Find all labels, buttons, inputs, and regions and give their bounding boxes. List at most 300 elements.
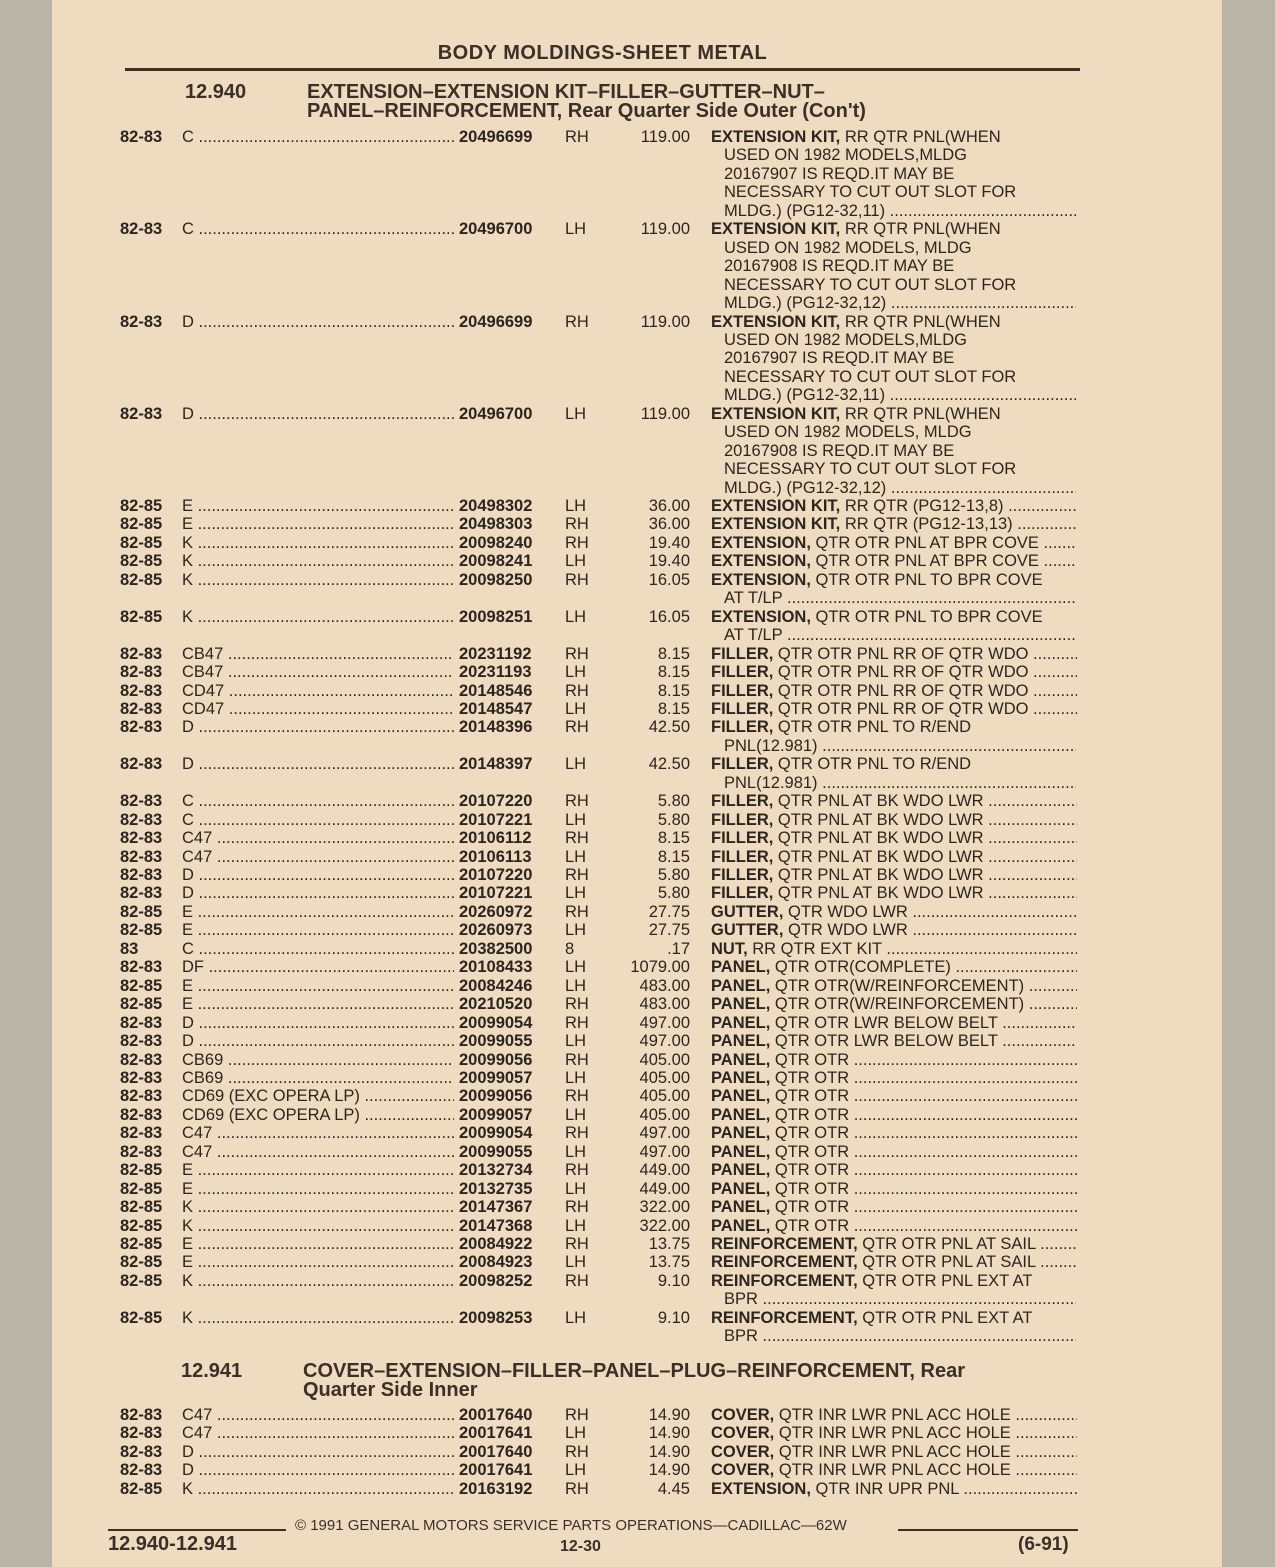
description-continuation-row bbox=[0, 386, 1275, 405]
body-style bbox=[182, 552, 454, 571]
model-year: 82-85 bbox=[120, 1216, 163, 1235]
body-style bbox=[182, 663, 454, 682]
description-continuation bbox=[724, 479, 1076, 498]
description-continuation bbox=[724, 202, 1076, 221]
description-continuation-row bbox=[0, 165, 1275, 184]
side-or-qty: LH bbox=[565, 552, 587, 571]
body-style bbox=[182, 995, 454, 1014]
continuation-text: AT T/LP bbox=[724, 589, 783, 608]
item-detail: QTR OTR bbox=[770, 1216, 850, 1235]
table-row bbox=[0, 755, 1275, 774]
body-style-text: C47 bbox=[182, 829, 213, 848]
side-or-qty: LH bbox=[565, 847, 587, 866]
price: 8.15 bbox=[657, 699, 690, 718]
table-row bbox=[0, 128, 1275, 147]
price: 8.15 bbox=[657, 829, 690, 848]
description bbox=[711, 1424, 1077, 1443]
body-style-text: K bbox=[182, 552, 194, 571]
part-number: 20210520 bbox=[459, 995, 533, 1014]
description bbox=[711, 534, 1077, 553]
body-style-text: D bbox=[182, 718, 194, 737]
body-style-text: K bbox=[182, 1198, 194, 1217]
body-style-text: K bbox=[182, 533, 194, 552]
body-style bbox=[182, 866, 454, 885]
price: 36.00 bbox=[648, 515, 690, 534]
item-detail: QTR WDO LWR bbox=[783, 902, 908, 921]
description-continuation bbox=[724, 589, 1076, 608]
continuation-text: BPR bbox=[724, 1327, 758, 1346]
body-style-text: D bbox=[182, 884, 194, 903]
item-detail: QTR OTR PNL AT BPR COVE bbox=[810, 552, 1039, 571]
body-style-text: E bbox=[182, 515, 194, 534]
item-detail: QTR OTR(W/REINFORCEMENT) bbox=[770, 995, 1025, 1014]
description bbox=[711, 1480, 1077, 1499]
item-detail: QTR OTR LWR BELOW BELT bbox=[770, 1013, 998, 1032]
body-style bbox=[182, 903, 454, 922]
item-detail: QTR OTR PNL RR OF QTR WDO bbox=[773, 644, 1029, 663]
side-or-qty: RH bbox=[565, 902, 589, 921]
price: 14.90 bbox=[648, 1461, 690, 1480]
part-number: 20496700 bbox=[459, 220, 533, 239]
part-number: 20098251 bbox=[459, 607, 533, 626]
description bbox=[711, 848, 1077, 867]
model-year: 82-83 bbox=[120, 220, 163, 239]
price: 119.00 bbox=[640, 312, 690, 331]
body-style bbox=[182, 940, 454, 959]
description-continuation-row bbox=[0, 331, 1275, 350]
model-year: 82-83 bbox=[120, 1032, 163, 1051]
part-number: 20099055 bbox=[459, 1142, 533, 1161]
body-style bbox=[182, 682, 454, 701]
item-detail: RR QTR PNL(WHEN bbox=[840, 220, 1001, 239]
table-row bbox=[0, 1143, 1275, 1162]
table-row bbox=[0, 940, 1275, 959]
description bbox=[711, 755, 1077, 774]
body-style bbox=[182, 1161, 454, 1180]
model-year: 82-85 bbox=[120, 533, 163, 552]
side-or-qty: RH bbox=[565, 718, 589, 737]
side-or-qty: LH bbox=[565, 884, 587, 903]
side-or-qty: LH bbox=[565, 220, 587, 239]
model-year: 82-83 bbox=[120, 1087, 163, 1106]
table-row bbox=[0, 903, 1275, 922]
item-name: FILLER, bbox=[711, 829, 774, 848]
body-style-text: E bbox=[182, 921, 194, 940]
model-year: 82-85 bbox=[120, 1179, 163, 1198]
side-or-qty: RH bbox=[565, 1124, 589, 1143]
item-name: PANEL, bbox=[711, 1032, 771, 1051]
section-title-line-1: EXTENSION–EXTENSION KIT–FILLER–GUTTER–NUT– bbox=[307, 81, 825, 103]
side-or-qty: RH bbox=[565, 1442, 589, 1461]
price: 16.05 bbox=[648, 570, 690, 589]
table-row bbox=[0, 1161, 1275, 1180]
body-style-text: CD69 (EXC OPERA LP) bbox=[182, 1087, 360, 1106]
description bbox=[711, 220, 1077, 239]
item-detail: QTR PNL AT BK WDO LWR bbox=[773, 866, 984, 884]
description-continuation-row bbox=[0, 479, 1275, 498]
model-year: 82-83 bbox=[120, 884, 163, 903]
item-name: FILLER, bbox=[711, 847, 774, 866]
body-style bbox=[182, 220, 454, 239]
price: 8.15 bbox=[657, 663, 690, 682]
continuation-text: MLDG.) (PG12-32,12) bbox=[724, 294, 887, 313]
body-style-text: E bbox=[182, 1179, 194, 1198]
part-number: 20098250 bbox=[459, 570, 533, 589]
price: 5.80 bbox=[657, 866, 690, 884]
table-row bbox=[0, 1424, 1275, 1443]
side-or-qty: LH bbox=[565, 1179, 587, 1198]
price: 5.80 bbox=[657, 792, 690, 811]
price: 483.00 bbox=[639, 995, 690, 1014]
table-row bbox=[0, 1106, 1275, 1125]
price: 497.00 bbox=[639, 1124, 690, 1143]
item-detail: QTR OTR bbox=[770, 1161, 850, 1180]
item-detail: QTR OTR PNL TO BPR COVE bbox=[810, 570, 1043, 589]
price: 449.00 bbox=[639, 1179, 690, 1198]
item-name: PANEL, bbox=[711, 1198, 771, 1217]
footer-date-code: (6-91) bbox=[1018, 1534, 1069, 1555]
side-or-qty: LH bbox=[565, 976, 587, 995]
item-name: FILLER, bbox=[711, 866, 774, 884]
description bbox=[711, 718, 1077, 737]
body-style-text: E bbox=[182, 1253, 194, 1272]
side-or-qty: LH bbox=[565, 1308, 587, 1327]
model-year: 82-83 bbox=[120, 699, 163, 718]
body-style-text: CB69 bbox=[182, 1068, 224, 1087]
item-detail: QTR OTR PNL EXT AT bbox=[857, 1308, 1033, 1327]
price: 405.00 bbox=[639, 1087, 690, 1106]
side-or-qty: RH bbox=[565, 128, 589, 146]
part-number: 20496699 bbox=[459, 312, 533, 331]
item-name: PANEL, bbox=[711, 1068, 771, 1087]
description-continuation-row bbox=[0, 423, 1275, 442]
item-name: PANEL, bbox=[711, 1105, 771, 1124]
table-row bbox=[0, 1051, 1275, 1070]
item-detail: QTR OTR PNL TO R/END bbox=[773, 718, 972, 737]
item-name: COVER, bbox=[711, 1424, 775, 1443]
item-name: PANEL, bbox=[711, 1050, 771, 1069]
item-name: REINFORCEMENT, bbox=[711, 1308, 858, 1327]
part-number: 20017640 bbox=[459, 1442, 533, 1461]
body-style bbox=[182, 1124, 454, 1143]
item-name: FILLER, bbox=[711, 884, 774, 903]
part-number: 20106112 bbox=[459, 829, 532, 848]
description bbox=[711, 1087, 1077, 1106]
model-year: 82-85 bbox=[120, 1479, 163, 1498]
item-detail: QTR INR UPR PNL bbox=[810, 1479, 959, 1498]
item-name: PANEL, bbox=[711, 1216, 771, 1235]
description bbox=[711, 1032, 1077, 1051]
part-number: 20098241 bbox=[459, 552, 533, 571]
body-style bbox=[182, 700, 454, 719]
body-style bbox=[182, 128, 454, 147]
side-or-qty: LH bbox=[565, 1032, 587, 1051]
description bbox=[711, 682, 1077, 701]
part-number: 20108433 bbox=[459, 958, 533, 977]
body-style-text: C47 bbox=[182, 1406, 213, 1424]
side-or-qty: RH bbox=[565, 1406, 589, 1424]
description bbox=[711, 1143, 1077, 1162]
item-detail: QTR OTR bbox=[770, 1068, 850, 1087]
body-style bbox=[182, 1180, 454, 1199]
description bbox=[711, 811, 1077, 830]
description bbox=[711, 903, 1077, 922]
description bbox=[711, 552, 1077, 571]
item-name: EXTENSION KIT, bbox=[711, 404, 841, 423]
model-year: 82-83 bbox=[120, 663, 163, 682]
section-title bbox=[303, 1362, 1103, 1400]
description bbox=[711, 1069, 1077, 1088]
side-or-qty: LH bbox=[565, 607, 587, 626]
table-row bbox=[0, 1309, 1275, 1328]
table-row bbox=[0, 995, 1275, 1014]
model-year: 82-83 bbox=[120, 792, 163, 811]
part-number: 20098240 bbox=[459, 533, 533, 552]
body-style bbox=[182, 811, 454, 830]
item-name: EXTENSION KIT, bbox=[711, 220, 841, 239]
description-continuation bbox=[724, 165, 1076, 184]
body-style-text: CB47 bbox=[182, 663, 224, 682]
part-number: 20098253 bbox=[459, 1308, 533, 1327]
model-year: 82-85 bbox=[120, 607, 163, 626]
description-continuation bbox=[724, 276, 1076, 295]
table-row bbox=[0, 571, 1275, 590]
part-number: 20107220 bbox=[459, 792, 533, 811]
model-year: 82-83 bbox=[120, 718, 163, 737]
table-row bbox=[0, 1014, 1275, 1033]
description-continuation-row bbox=[0, 1327, 1275, 1346]
item-name: FILLER, bbox=[711, 755, 774, 774]
part-number: 20099054 bbox=[459, 1124, 533, 1143]
body-style bbox=[182, 1087, 454, 1106]
item-detail: RR QTR EXT KIT bbox=[747, 939, 882, 958]
model-year: 82-85 bbox=[120, 1308, 163, 1327]
item-name: PANEL, bbox=[711, 995, 771, 1014]
item-name: EXTENSION, bbox=[711, 1479, 811, 1498]
item-detail: RR QTR (PG12-13,8) bbox=[840, 497, 1004, 515]
item-detail: QTR OTR(COMPLETE) bbox=[770, 958, 951, 977]
item-name: EXTENSION KIT, bbox=[711, 515, 841, 534]
price: 27.75 bbox=[648, 902, 690, 921]
body-style-text: E bbox=[182, 497, 194, 515]
part-number: 20148397 bbox=[459, 755, 533, 774]
table-row bbox=[0, 1217, 1275, 1236]
item-detail: QTR OTR PNL EXT AT bbox=[857, 1271, 1033, 1290]
item-name: PANEL, bbox=[711, 1124, 771, 1143]
description bbox=[711, 1253, 1077, 1272]
item-detail: QTR PNL AT BK WDO LWR bbox=[773, 810, 984, 829]
description bbox=[711, 1180, 1077, 1199]
item-detail: QTR OTR bbox=[770, 1087, 850, 1106]
item-detail: QTR OTR bbox=[770, 1142, 850, 1161]
description bbox=[711, 497, 1077, 516]
model-year: 82-83 bbox=[120, 644, 163, 663]
section-title-line-2: Quarter Side Inner bbox=[303, 1379, 478, 1401]
body-style-text: K bbox=[182, 1216, 194, 1235]
description-continuation-row bbox=[0, 442, 1275, 461]
side-or-qty: LH bbox=[565, 699, 587, 718]
continuation-text: NECESSARY TO CUT OUT SLOT FOR bbox=[724, 367, 1017, 386]
part-number: 20084922 bbox=[459, 1235, 533, 1253]
price: 322.00 bbox=[639, 1216, 690, 1235]
description-continuation-row bbox=[0, 737, 1275, 756]
table-row bbox=[0, 313, 1275, 332]
item-name: PANEL, bbox=[711, 1142, 771, 1161]
part-number: 20084923 bbox=[459, 1253, 533, 1272]
body-style-text: K bbox=[182, 1271, 194, 1290]
description bbox=[711, 700, 1077, 719]
side-or-qty: RH bbox=[565, 1479, 589, 1498]
part-number: 20099055 bbox=[459, 1032, 533, 1051]
description-continuation bbox=[724, 774, 1076, 793]
body-style bbox=[182, 534, 454, 553]
side-or-qty: RH bbox=[565, 533, 589, 552]
body-style bbox=[182, 571, 454, 590]
side-or-qty: RH bbox=[565, 1050, 589, 1069]
description bbox=[711, 1406, 1077, 1425]
table-row bbox=[0, 1272, 1275, 1291]
side-or-qty: LH bbox=[565, 1142, 587, 1161]
part-number: 20084246 bbox=[459, 976, 533, 995]
description bbox=[711, 1443, 1077, 1462]
side-or-qty: RH bbox=[565, 1235, 589, 1253]
model-year: 82-85 bbox=[120, 1198, 163, 1217]
model-year: 82-83 bbox=[120, 1406, 163, 1424]
page-header-title: BODY MOLDINGS-SHEET METAL bbox=[437, 42, 768, 64]
price: 119.00 bbox=[640, 220, 690, 239]
part-number: 20147367 bbox=[459, 1198, 533, 1217]
table-row bbox=[0, 1235, 1275, 1254]
price: 119.00 bbox=[640, 404, 690, 423]
item-detail: QTR INR LWR PNL ACC HOLE bbox=[774, 1461, 1011, 1480]
item-name: NUT, bbox=[711, 939, 748, 958]
part-number: 20106113 bbox=[459, 847, 532, 866]
continuation-text: USED ON 1982 MODELS, MLDG bbox=[724, 238, 972, 257]
price: 8.15 bbox=[657, 644, 690, 663]
item-name: EXTENSION KIT, bbox=[711, 312, 841, 331]
body-style bbox=[182, 645, 454, 664]
model-year: 82-85 bbox=[120, 570, 163, 589]
description-continuation-row bbox=[0, 239, 1275, 258]
part-number: 20496700 bbox=[459, 404, 533, 423]
body-style bbox=[182, 1443, 454, 1462]
continuation-text: MLDG.) (PG12-32,11) bbox=[724, 386, 886, 405]
body-style-text: DF bbox=[182, 958, 204, 977]
body-style bbox=[182, 792, 454, 811]
table-row bbox=[0, 700, 1275, 719]
continuation-text: 20167908 IS REQD.IT MAY BE bbox=[724, 257, 955, 276]
description-continuation bbox=[724, 423, 1076, 442]
side-or-qty: RH bbox=[565, 644, 589, 663]
description-continuation-row bbox=[0, 349, 1275, 368]
continuation-text: BPR bbox=[724, 1290, 758, 1309]
description bbox=[711, 313, 1077, 332]
body-style bbox=[182, 1424, 454, 1443]
item-detail: QTR OTR bbox=[770, 1105, 850, 1124]
description-continuation-row bbox=[0, 276, 1275, 295]
item-detail: QTR PNL AT BK WDO LWR bbox=[773, 792, 984, 811]
model-year: 82-83 bbox=[120, 1068, 163, 1087]
description bbox=[711, 792, 1077, 811]
price: 13.75 bbox=[648, 1235, 690, 1253]
body-style-text: C bbox=[182, 810, 194, 829]
part-number: 20260973 bbox=[459, 921, 533, 940]
body-style bbox=[182, 1069, 454, 1088]
description bbox=[711, 829, 1077, 848]
part-number: 20099056 bbox=[459, 1087, 533, 1106]
body-style bbox=[182, 1406, 454, 1425]
model-year: 82-85 bbox=[120, 902, 163, 921]
item-detail: QTR OTR bbox=[770, 1050, 850, 1069]
price: .17 bbox=[667, 939, 690, 958]
table-row bbox=[0, 848, 1275, 867]
body-style-text: D bbox=[182, 1013, 194, 1032]
table-row bbox=[0, 497, 1275, 516]
price: 8.15 bbox=[657, 681, 690, 700]
price: 4.45 bbox=[657, 1479, 690, 1498]
continuation-text: 20167908 IS REQD.IT MAY BE bbox=[724, 441, 955, 460]
body-style bbox=[182, 977, 454, 996]
table-row bbox=[0, 1253, 1275, 1272]
part-number: 20148396 bbox=[459, 718, 533, 737]
model-year: 82-83 bbox=[120, 829, 163, 848]
item-detail: RR QTR PNL(WHEN bbox=[840, 312, 1001, 331]
table-row bbox=[0, 663, 1275, 682]
price: 497.00 bbox=[639, 1142, 690, 1161]
model-year: 82-83 bbox=[120, 1050, 163, 1069]
section-title-line-1: COVER–EXTENSION–FILLER–PANEL–PLUG–REINFORCEMENT, Rear bbox=[303, 1360, 965, 1382]
side-or-qty: RH bbox=[565, 681, 589, 700]
price: 13.75 bbox=[648, 1253, 690, 1272]
model-year: 82-85 bbox=[120, 1253, 163, 1272]
body-style bbox=[182, 1461, 454, 1480]
body-style-text: K bbox=[182, 607, 194, 626]
footer-copyright: © 1991 GENERAL MOTORS SERVICE PARTS OPERATIONS—CADILLAC—62W bbox=[295, 1517, 847, 1534]
item-detail: QTR OTR bbox=[770, 1179, 850, 1198]
body-style-text: D bbox=[182, 866, 194, 884]
table-row bbox=[0, 220, 1275, 239]
side-or-qty: LH bbox=[565, 921, 587, 940]
body-style-text: D bbox=[182, 755, 194, 774]
continuation-text: PNL(12.981) bbox=[724, 736, 818, 755]
item-name: COVER, bbox=[711, 1442, 775, 1461]
description bbox=[711, 1272, 1077, 1291]
body-style bbox=[182, 1032, 454, 1051]
side-or-qty: LH bbox=[565, 810, 587, 829]
price: 405.00 bbox=[639, 1105, 690, 1124]
table-row bbox=[0, 1480, 1275, 1499]
item-detail: QTR OTR PNL TO R/END bbox=[773, 755, 972, 774]
table-row bbox=[0, 1198, 1275, 1217]
description-continuation bbox=[724, 1327, 1076, 1346]
side-or-qty: LH bbox=[565, 1461, 587, 1480]
table-row bbox=[0, 866, 1275, 885]
body-style-text: CD69 (EXC OPERA LP) bbox=[182, 1105, 360, 1124]
table-row bbox=[0, 645, 1275, 664]
description-continuation bbox=[724, 146, 1076, 165]
continuation-text: 20167907 IS REQD.IT MAY BE bbox=[724, 164, 955, 183]
description-continuation bbox=[724, 349, 1076, 368]
body-style-text: E bbox=[182, 995, 194, 1014]
price: 449.00 bbox=[639, 1161, 690, 1180]
body-style-text: D bbox=[182, 404, 194, 423]
model-year: 83 bbox=[120, 939, 139, 958]
model-year: 82-85 bbox=[120, 1235, 163, 1253]
side-or-qty: RH bbox=[565, 1271, 589, 1290]
side-or-qty: LH bbox=[565, 755, 587, 774]
body-style bbox=[182, 1143, 454, 1162]
body-style bbox=[182, 884, 454, 903]
